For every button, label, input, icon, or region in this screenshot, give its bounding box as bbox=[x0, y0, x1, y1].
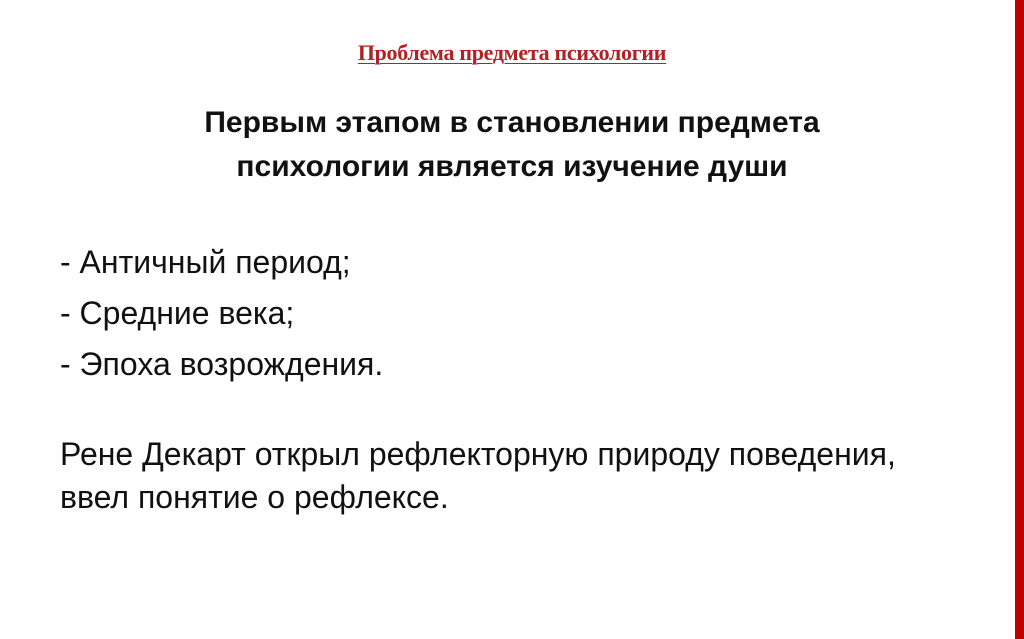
descartes-paragraph bbox=[60, 433, 1000, 519]
paragraph-line: Рене Декарт открыл рефлекторную природу поведения, bbox=[60, 436, 896, 472]
slide-title: Проблема предмета психологии bbox=[357, 40, 667, 65]
accent-bar bbox=[1015, 0, 1024, 639]
subtitle-line: психологии является изучение души bbox=[236, 150, 788, 183]
period-item: - Античный период; bbox=[60, 244, 351, 280]
subtitle-line: Первым этапом в становлении предмета bbox=[204, 106, 820, 139]
slide-subtitle bbox=[0, 101, 1024, 189]
periods-list bbox=[60, 237, 383, 390]
paragraph-line: ввел понятие о рефлексе. bbox=[60, 479, 449, 515]
period-item: - Эпоха возрождения. bbox=[60, 346, 384, 382]
period-item: - Средние века; bbox=[60, 295, 295, 331]
